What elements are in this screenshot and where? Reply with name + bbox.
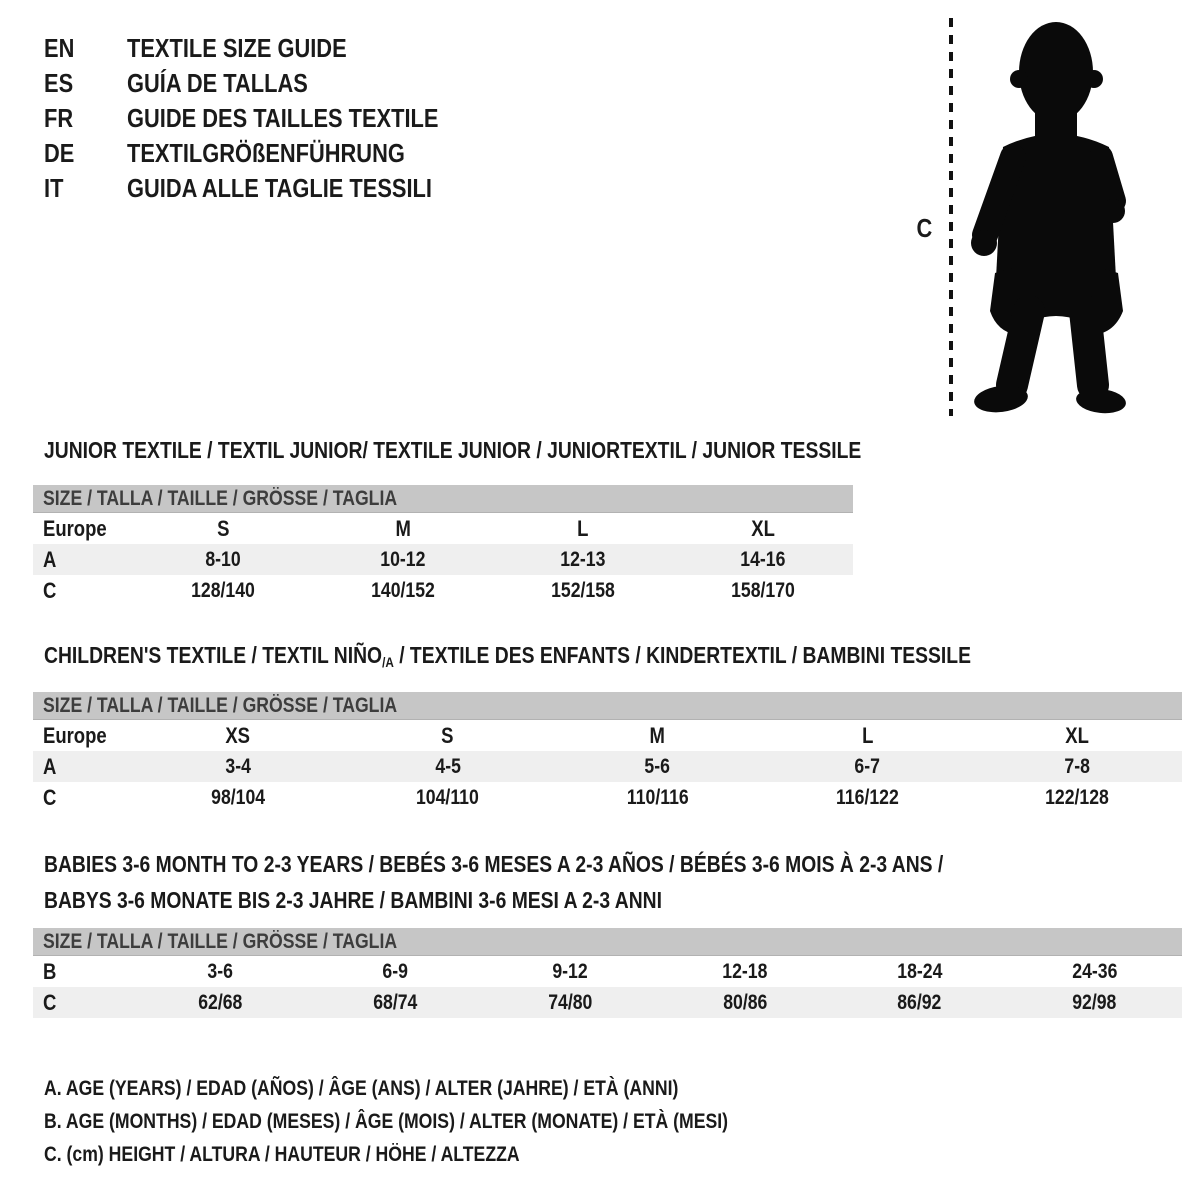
size-value: M	[395, 515, 411, 541]
months-value: 12-18	[722, 959, 768, 983]
nino-a-subscript: /A	[382, 654, 394, 670]
height-value: 62/68	[198, 990, 243, 1014]
size-header-bar: SIZE / TALLA / TAILLE / GRÖSSE / TAGLIA	[33, 928, 1182, 956]
language-title: GUIDE DES TAILLES TEXTILE	[127, 103, 439, 133]
language-code: EN	[44, 33, 75, 63]
age-value: 12-13	[560, 547, 606, 571]
row-label: C	[43, 577, 57, 603]
row-label: A	[43, 546, 57, 572]
children-size-table	[33, 692, 1182, 813]
height-value: 110/116	[626, 785, 689, 809]
language-row-es	[44, 66, 498, 101]
size-header-bar: SIZE / TALLA / TAILLE / GRÖSSE / TAGLIA	[33, 485, 853, 513]
age-value: 7-8	[1064, 754, 1090, 778]
row-label: B	[43, 958, 57, 984]
age-value: 5-6	[644, 754, 671, 778]
months-value: 9-12	[552, 959, 588, 983]
measure-legend	[44, 1072, 858, 1171]
language-row-de	[44, 136, 498, 171]
row-label: Europe	[43, 722, 107, 748]
legend-line-age-years: A. AGE (YEARS) / EDAD (AÑOS) / ÂGE (ANS) / ALTER (JAHRE) / ETÀ (ANNI)	[44, 1077, 679, 1100]
language-row-it	[44, 171, 498, 206]
age-value: 4-5	[434, 754, 461, 778]
size-value: XL	[751, 515, 775, 541]
legend-line-age-months: B. AGE (MONTHS) / EDAD (MESES) / ÂGE (MOIS) / ALTER (MONATE) / ETÀ (MESI)	[44, 1110, 729, 1133]
height-value: 152/158	[551, 578, 615, 602]
size-value: L	[577, 515, 589, 541]
height-value: 128/140	[191, 578, 255, 602]
size-value: XS	[225, 722, 251, 748]
height-value: 86/92	[897, 990, 942, 1014]
months-value: 6-9	[382, 959, 408, 983]
table-row-height	[33, 782, 1182, 813]
size-header-bar: SIZE / TALLA / TAILLE / GRÖSSE / TAGLIA	[33, 692, 1182, 720]
height-value: 140/152	[371, 578, 435, 602]
height-value: 80/86	[722, 990, 767, 1014]
height-measure-label: C	[916, 213, 933, 243]
age-value: 14-16	[740, 547, 786, 571]
height-value: 116/122	[835, 785, 899, 809]
size-value: L	[861, 722, 873, 748]
table-row-height	[33, 575, 853, 606]
language-title: TEXTILGRÖßENFÜHRUNG	[127, 138, 406, 168]
age-value: 3-4	[225, 754, 251, 778]
babies-section-title: BABIES 3-6 MONTH TO 2-3 YEARS / BEBÉS 3-6 MESES A 2-3 AÑOS / BÉBÉS 3-6 MOIS À 2-3 ANS / BABYS 3-6 MONATE BIS 2-3 JAHRE / BAMBINI 3-6 MESI A 2-3 ANNI	[44, 851, 944, 913]
language-title: GUÍA DE TALLAS	[127, 68, 309, 98]
toddler-silhouette-icon	[965, 15, 1135, 415]
language-title: GUIDA ALLE TAGLIE TESSILI	[127, 173, 433, 203]
height-value: 98/104	[210, 785, 265, 809]
language-title: TEXTILE SIZE GUIDE	[127, 33, 347, 63]
language-code: FR	[44, 103, 74, 133]
height-value: 158/170	[731, 578, 795, 602]
age-value: 8-10	[205, 547, 241, 571]
height-value: 122/128	[1045, 785, 1109, 809]
months-value: 24-36	[1072, 959, 1118, 983]
junior-section-title: JUNIOR TEXTILE / TEXTIL JUNIOR/ TEXTILE JUNIOR / JUNIORTEXTIL / JUNIOR TESSILE	[44, 437, 862, 463]
babies-size-table	[33, 928, 1182, 1018]
size-value: M	[649, 722, 666, 748]
table-row-months	[33, 956, 1182, 987]
height-measure-dashed-line	[949, 18, 953, 416]
row-label: C	[43, 784, 57, 810]
children-section-title: CHILDREN'S TEXTILE / TEXTIL NIÑO/A / TEXTILE DES ENFANTS / KINDERTEXTIL / BAMBINI TESSILE	[44, 642, 971, 670]
junior-size-table	[33, 485, 853, 606]
language-code: IT	[44, 173, 64, 203]
language-title-list	[44, 31, 498, 206]
table-row-europe	[33, 513, 853, 544]
size-value: S	[441, 722, 454, 748]
table-row-age	[33, 751, 1182, 782]
language-code: ES	[44, 68, 74, 98]
legend-line-height-cm: C. (cm) HEIGHT / ALTURA / HAUTEUR / HÖHE / ALTEZZA	[44, 1143, 520, 1166]
height-value: 104/110	[416, 785, 480, 809]
language-row-en	[44, 31, 498, 66]
age-value: 6-7	[854, 754, 881, 778]
height-value: 68/74	[373, 990, 418, 1014]
size-value: S	[216, 515, 230, 541]
row-label: Europe	[43, 515, 107, 541]
table-row-height	[33, 987, 1182, 1018]
table-row-age	[33, 544, 853, 575]
height-value: 92/98	[1072, 990, 1117, 1014]
age-value: 10-12	[380, 547, 426, 571]
language-code: DE	[44, 138, 75, 168]
row-label: A	[43, 753, 57, 779]
table-row-europe	[33, 720, 1182, 751]
row-label: C	[43, 989, 57, 1015]
language-row-fr	[44, 101, 498, 136]
months-value: 18-24	[897, 959, 943, 983]
months-value: 3-6	[207, 959, 234, 983]
height-value: 74/80	[547, 990, 593, 1014]
size-value: XL	[1065, 722, 1089, 748]
